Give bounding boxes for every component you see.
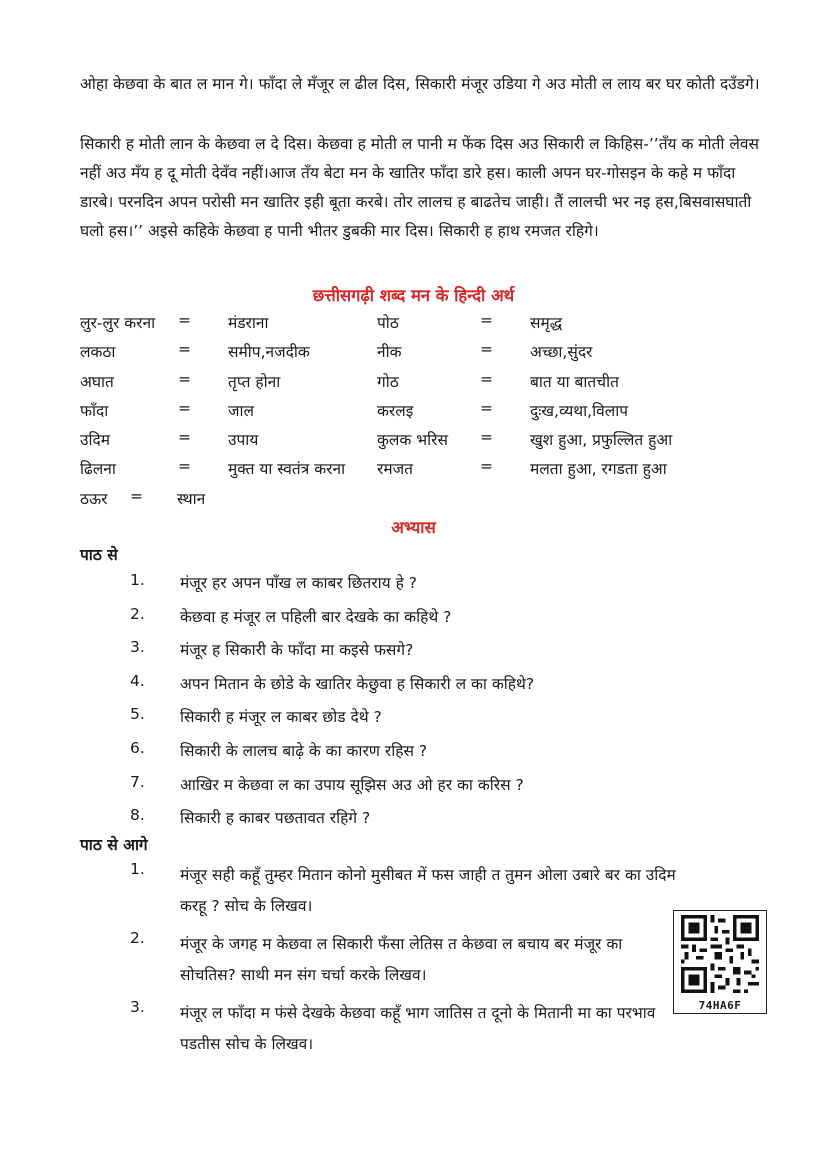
- equals-sign: =: [130, 486, 143, 505]
- question-item: [80, 806, 680, 840]
- glossary-meaning: मंडराना: [228, 314, 269, 332]
- story-paragraph: सिकारी ह मोती लान के केछवा ल दे दिस। केछवा ह मोती ल पानी म फेंक दिस अउ सिकारी ल किहिस-’’तँय क मोती लेवस नहीं अउ मँय ह दू मोती देवँव नहीं।आज तँय बेटा मन के खातिर फाँदा डारे हस। काली अपन घर-गोसइन के कहे म फाँदा डारबे। परनदिन अपन परोसी मन खातिर इही बूता करबे। तोर लालच ह बाढतेच जाही। तैं लालची भर नइ हस,बिसवासघाती घलो हस।’’ अइसे कहिके केछवा ह पानी भीतर डुबकी मार दिस। सिकारी ह हाथ रमजत रहिगे।: [80, 135, 759, 240]
- glossary-table: [80, 311, 760, 516]
- question-text: मंजूर सही कहूँ तुम्हर मितान कोनो मुसीबत में फस जाही त तुमन ओला उबारे बर का उदिम करहू ? सोच के लिखव।: [180, 866, 676, 915]
- question-number: 5.: [130, 705, 145, 724]
- question-number: 3.: [130, 998, 145, 1016]
- question-item: [80, 860, 680, 922]
- glossary-word: कुलक भरिस: [377, 431, 448, 450]
- question-number: 8.: [130, 806, 145, 825]
- question-number: 3.: [130, 638, 145, 657]
- qr-code-icon: [678, 915, 762, 993]
- question-list: [80, 571, 680, 840]
- equals-sign: =: [178, 457, 191, 476]
- equals-sign: =: [480, 428, 493, 447]
- question-text: सिकारी ह मंजूर ल काबर छोड देथे ?: [180, 708, 382, 727]
- equals-sign: =: [480, 457, 493, 476]
- activity-list: [80, 860, 680, 1067]
- glossary-row: [80, 399, 760, 428]
- section-heading: पाठ से आगे: [80, 836, 148, 854]
- glossary-meaning: स्थान: [177, 489, 206, 508]
- glossary-meaning: मुक्त या स्वतंत्र करना: [228, 460, 346, 479]
- question-number: 4.: [130, 671, 145, 690]
- question-number: 2.: [130, 929, 145, 947]
- glossary-word: पोठ: [377, 314, 399, 332]
- question-item: [80, 571, 680, 605]
- glossary-meaning: समृद्ध: [530, 314, 563, 332]
- question-item: [80, 773, 680, 807]
- question-text: मंजूर के जगह म केछवा ल सिकारी फँसा लेतिस त केछवा ल बचाय बर मंजूर का सोचतिस? साथी मन संग चर्चा करके लिखव।: [180, 935, 623, 984]
- story-paragraph: ओहा केछवा के बात ल मान गे। फाँदा ले मँजूर ल ढील दिस, सिकारी मंजूर उडिया गे अउ मोती ल लाय बर घर कोती दउँडगे।: [80, 75, 760, 93]
- equals-sign: =: [178, 428, 191, 447]
- qr-code-label: 74HA6F: [698, 999, 742, 1012]
- glossary-word: लकठा: [80, 343, 116, 362]
- question-text: मंजूर ह सिकारी के फाँदा मा कइसे फसगे?: [180, 641, 414, 660]
- question-number: 7.: [130, 772, 145, 791]
- glossary-word: करलइ: [377, 401, 414, 420]
- glossary-word: लुर-लुर करना: [80, 314, 156, 332]
- glossary-word: उदिम: [80, 431, 111, 450]
- glossary-row: [80, 340, 760, 369]
- question-item: [80, 929, 680, 991]
- glossary-row: [80, 370, 760, 399]
- glossary-row: [80, 457, 760, 486]
- question-text: आखिर म केछवा ल का उपाय सूझिस अउ ओ हर का करिस ?: [180, 775, 524, 794]
- question-item: [80, 998, 680, 1060]
- glossary-meaning: तृप्त होना: [228, 372, 281, 391]
- equals-sign: =: [480, 398, 493, 417]
- glossary-row: [80, 311, 760, 340]
- glossary-meaning: समीप,नजदीक: [228, 343, 310, 362]
- question-number: 1.: [130, 860, 145, 878]
- question-text: मंजूर ह‍र अपन पाँख ल काबर छितराय हे ?: [180, 574, 417, 592]
- question-item: [80, 739, 680, 773]
- question-number: 6.: [130, 738, 145, 757]
- glossary-title: छत्तीसगढ़ी शब्द मन के हिन्दी अर्थ: [312, 286, 515, 305]
- glossary-word: रमजत: [377, 460, 413, 479]
- equals-sign: =: [178, 398, 191, 417]
- glossary-meaning: मलता हुआ, रगडता हुआ: [530, 460, 667, 479]
- glossary-meaning: अच्छा,सुंदर: [530, 343, 593, 362]
- glossary-row: [80, 428, 760, 457]
- glossary-word: ढिलना: [80, 460, 116, 479]
- equals-sign: =: [178, 369, 191, 388]
- question-text: मंजूर ल फाँदा म फंसे देखके केछवा कहूँ भाग जातिस त दूनो के मितानी मा का परभाव पडतीस सोच के लिखव।: [180, 1004, 656, 1053]
- question-number: 1.: [130, 571, 145, 589]
- glossary-word: अघात: [80, 372, 114, 391]
- equals-sign: =: [480, 311, 493, 329]
- glossary-word: फाँदा: [80, 401, 109, 420]
- equals-sign: =: [178, 311, 191, 329]
- question-text: सिकारी ह काबर पछतावत रहिगे ?: [180, 809, 371, 828]
- exercise-title: अभ्यास: [391, 518, 436, 537]
- question-text: सिकारी के लालच बाढ़े के का कारण रहिस ?: [180, 741, 428, 760]
- question-item: [80, 705, 680, 739]
- glossary-row: [80, 487, 760, 516]
- glossary-meaning: खुश हुआ, प्रफुल्लित हुआ: [530, 431, 673, 450]
- question-item: [80, 672, 680, 706]
- qr-code[interactable]: [673, 910, 767, 1014]
- glossary-word: गोठ: [377, 372, 399, 391]
- section-heading: पाठ से: [80, 546, 118, 564]
- glossary-word: ठऊर: [80, 489, 108, 508]
- question-number: 2.: [130, 604, 145, 623]
- glossary-meaning: बात या बातचीत: [530, 372, 619, 391]
- glossary-meaning: उपाय: [228, 431, 259, 450]
- glossary-meaning: जाल: [228, 401, 255, 420]
- equals-sign: =: [480, 340, 493, 359]
- glossary-meaning: दुःख,व्यथा,विलाप: [530, 401, 629, 420]
- glossary-word: नीक: [377, 343, 402, 362]
- question-item: [80, 638, 680, 672]
- equals-sign: =: [178, 340, 191, 359]
- question-text: केछवा ह मंजूर ल पहिली बार देखके का कहिथे ?: [180, 607, 452, 626]
- question-item: [80, 605, 680, 639]
- equals-sign: =: [480, 369, 493, 388]
- question-text: अपन मितान के छोडे के खातिर केछुवा ह सिकारी ल का कहिथे?: [180, 674, 535, 693]
